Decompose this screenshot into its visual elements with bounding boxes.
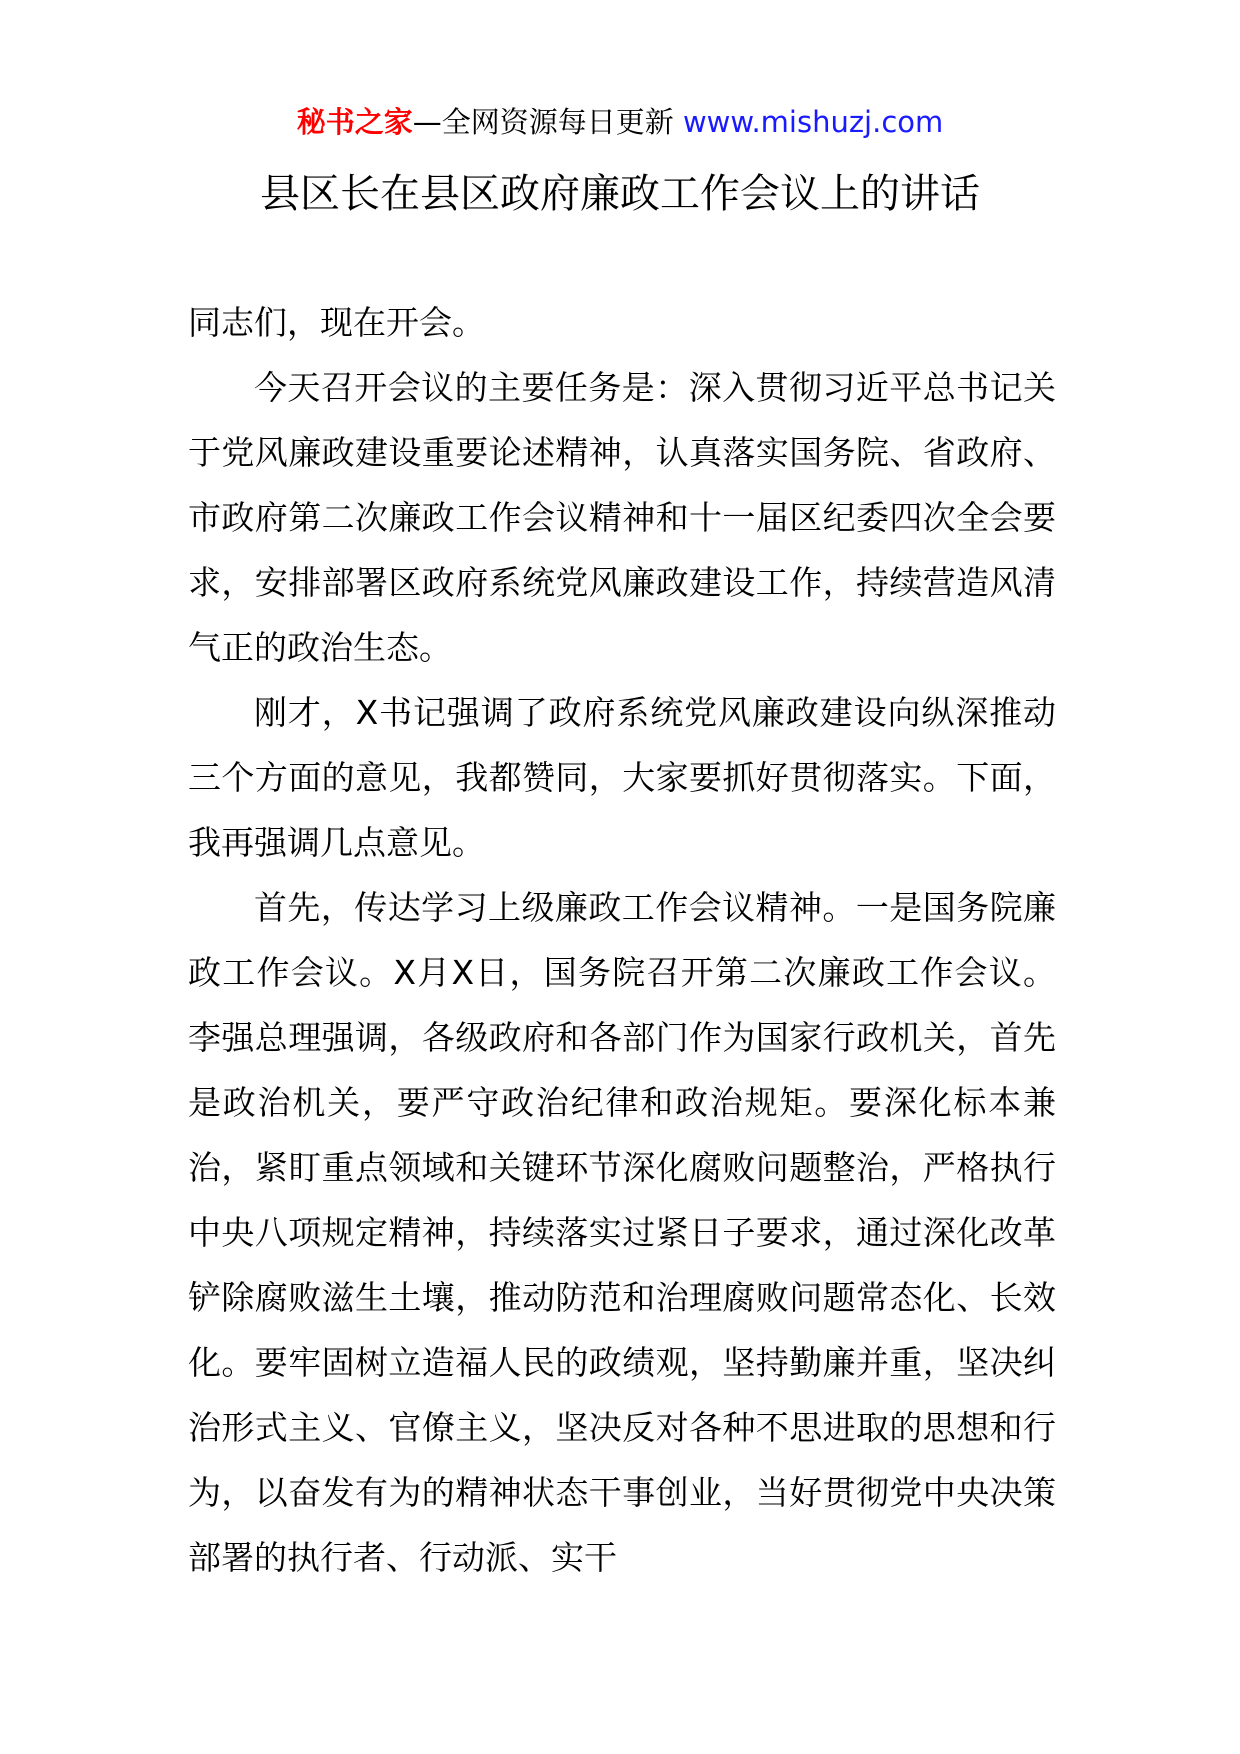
paragraph-main-task: 今天召开会议的主要任务是：深入贯彻习近平总书记关于党风廉政建设重要论述精神，认真落实国务院、省政府、市政府第二次廉政工作会议精神和十一届区纪委四次全会要求，安排部署区政府系统党风廉政建设工作，持续营造风清气正的政治生态。 [188, 368, 1056, 667]
site-tagline: —全网资源每日更新 [412, 105, 683, 139]
paragraph-first-point: 首先，传达学习上级廉政工作会议精神。一是国务院廉政工作会议。X月X日，国务院召开第二次廉政工作会议。李强总理强调，各级政府和各部门作为国家行政机关，首先是政治机关，要严守政治纪律和政治规矩。要深化标本兼治，紧盯重点领域和关键环节深化腐败问题整治，严格执行中央八项规定精神，持续落实过紧日子要求，通过深化改革铲除腐败滋生土壤，推动防范和治理腐败问题常态化、长效化。要牢固树立造福人民的政绩观，坚持勤廉并重，坚决纠治形式主义、官僚主义，坚决反对各种不思进取的思想和行为，以奋发有为的精神状态干事创业，当好贯彻党中央决策部署的执行者、行动派、实干 [188, 888, 1056, 1577]
site-header [0, 100, 1240, 144]
site-url-link[interactable]: www.mishuzj.com [682, 105, 944, 139]
document-title: 县区长在县区政府廉政工作会议上的讲话 [260, 171, 980, 217]
document-body [188, 290, 1056, 1590]
paragraph-secretary-remarks: 刚才，X书记强调了政府系统党风廉政建设向纵深推动三个方面的意见，我都赞同，大家要抓好贯彻落实。下面，我再强调几点意见。 [188, 693, 1056, 862]
paragraph-greeting: 同志们，现在开会。 [188, 303, 485, 342]
site-brand: 秘书之家 [296, 105, 413, 139]
